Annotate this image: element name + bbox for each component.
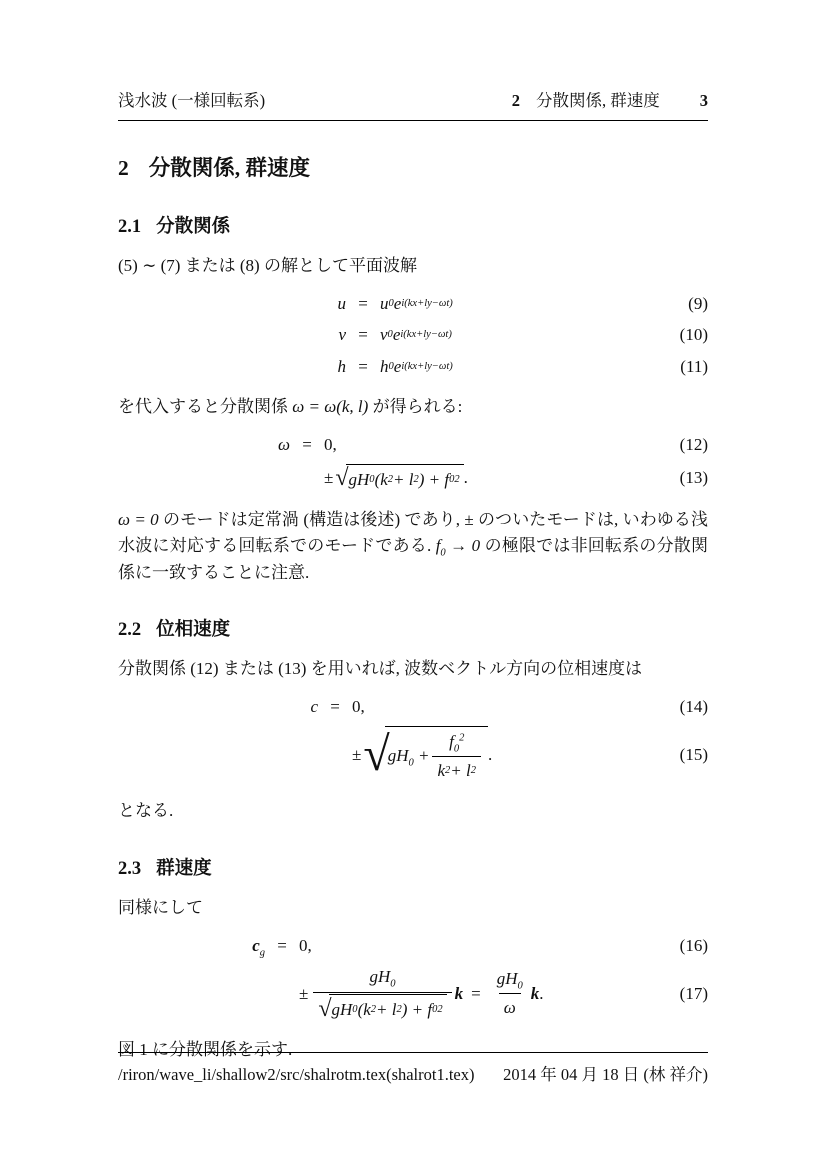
eq17-second-numerator: $gH_0$ [496,968,523,992]
paragraph-figure-reference: 図 1 に分散関係を示す. [118,1040,293,1060]
eq17-main-fraction [313,964,451,1023]
eq13-square-root [335,464,463,493]
header-right [512,88,708,114]
header-section-number: 2 [511,91,520,110]
subsection-number: 2.2 [118,619,142,640]
eq11-lhs: h [337,356,346,376]
eq12-number: (12) [679,435,708,455]
eq12-rhs: 0, [324,435,337,455]
eq12-relation: = [302,435,312,455]
subsection-number: 2.3 [118,858,142,879]
equation-14 [118,694,708,720]
radical-icon: √ [318,995,332,1022]
subsection-number: 2.1 [118,216,142,237]
eq17-number: (17) [679,983,708,1003]
paragraph-modes-text-3: の極限では非回転系の分散関係に一致することに注意. [118,536,709,582]
eq16-rhs: 0, [299,936,312,956]
eq16-lhs-c: c [252,936,260,956]
eq11-relation: = [358,356,368,376]
subsection-title: 分散関係 [156,216,231,237]
eq9-rhs: u 0 e i(kx+ly−ωt) [380,293,453,313]
footer-date-author: 2014 年 04 月 18 日 (林 祥介) [503,1065,708,1084]
eq15-radicand-pre: $gH_0$ + [387,746,430,769]
eq10-rhs: v 0 e i(kx+ly−ωt) [380,325,452,345]
paragraph-substitute-math: ω = ω(k, l) [292,396,369,416]
eq14-rhs: 0, [352,697,365,717]
eq9-relation: = [358,293,368,313]
eq15-number: (15) [679,744,708,764]
paragraph-modes [118,507,708,586]
subsection-heading-2-1 [118,215,708,239]
eq13-period: . [463,468,468,488]
equation-group-14-15 [118,694,708,784]
equation-11 [118,354,708,380]
eq14-number: (14) [679,697,708,717]
paragraph-modes-math-1: ω = 0 [118,509,159,529]
header-section-title: 分散関係, 群速度 [536,91,660,110]
eq17-period: . [539,983,544,1003]
radical-icon: √ [363,728,390,782]
eq15-radicand [385,726,488,785]
plus-minus-sign: ± [324,468,334,488]
eq16-lhs-subscript: g [259,947,265,959]
paragraph-modes-math-2: ± [464,509,474,529]
eq17-equals: = [471,983,481,1003]
eq16-lhs [118,933,265,959]
eq11-rhs: h 0 e i(kx+ly−ωt) [380,356,453,376]
paragraph-modes-text-2: のついたモードは, いわゆる浅水波に対応する回転系でのモードである. [118,509,708,556]
eq15-fraction [432,729,481,785]
eq10-relation: = [358,325,368,345]
running-header [118,88,708,121]
subsection-title: 群速度 [156,858,212,879]
subsection-title: 位相速度 [156,619,231,640]
equation-group-12-13 [118,432,708,493]
section-heading [118,155,708,183]
eq11-number: (11) [680,356,708,376]
eq10-lhs: v [338,325,346,345]
eq15-period: . [488,744,493,764]
subsection-heading-2-3 [118,857,708,881]
eq13-number: (13) [679,468,708,488]
eq17-second-fraction [492,966,528,1022]
paragraph-plane-wave: (5) ∼ (7) または (8) の解として平面波解 [118,255,417,275]
plus-minus-sign: ± [299,983,309,1003]
eq13-radicand: gH 0 (k 2 + l 2 ) + f 0 2 [346,464,464,493]
eq14-lhs: c [310,697,318,717]
footer-source-path: /riron/wave_li/shallow2/src/shalrotm.tex(shalrot1.tex) [118,1065,475,1084]
eq17-main-denominator [313,992,451,1023]
equation-17 [118,964,708,1023]
radical-icon: √ [335,465,349,492]
page-footer [118,1052,708,1088]
paragraph-substitute [118,394,708,420]
paragraph-same-way: 同様にして [118,897,203,917]
eq17-radicand: gH 0 (k 2 + l 2 ) + f 0 2 [329,994,447,1023]
header-page-number: 3 [699,91,708,110]
eq15-rhs [352,726,492,785]
eq16-number: (16) [679,936,708,956]
equation-9 [118,291,708,317]
eq17-square-root [318,994,446,1023]
eq14-relation: = [330,697,340,717]
eq15-fraction-numerator: $f_0^2$ [449,731,465,755]
equation-group-16-17 [118,933,708,1023]
equation-15 [118,726,708,785]
equation-10 [118,322,708,348]
section-number: 2 [118,155,129,180]
section-title: 分散関係, 群速度 [148,155,311,180]
eq9-number: (9) [688,293,708,313]
paragraph-modes-text-1: のモードは定常渦 (構造は後述) であり, [158,509,465,529]
eq17-wavevector-k: k [454,983,464,1003]
paragraph-substitute-pre: を代入すると分散関係 [118,396,293,416]
header-doc-title: 浅水波 (一様回転系) [118,91,266,110]
equation-12 [118,432,708,458]
eq9-lhs: u [337,293,346,313]
eq15-square-root [363,726,488,785]
paragraph-phase-speed: 分散関係 (12) または (13) を用いれば, 波数ベクトル方向の位相速度は [118,659,643,679]
eq17-rhs [299,964,544,1023]
eq17-wavevector-k: k [530,983,540,1003]
paragraph-tonaru: となる. [118,801,174,821]
equation-16 [118,933,708,959]
eq17-second-denominator: ω [499,993,521,1021]
eq15-fraction-denominator: k 2 + l 2 [432,756,481,784]
paragraph-modes-math-3: $f_0 \to 0$ [435,536,481,559]
paragraph-substitute-post: が得られる: [368,396,463,416]
equation-group-9-11 [118,291,708,380]
eq17-main-numerator: $gH_0$ [369,967,396,990]
subsection-heading-2-2 [118,618,708,642]
plus-minus-sign: ± [352,744,362,764]
eq12-lhs: ω [277,435,290,455]
eq16-relation: = [277,936,287,956]
eq13-rhs [324,464,468,493]
equation-13 [118,464,708,493]
text-block [118,0,708,1064]
eq10-number: (10) [679,325,708,345]
